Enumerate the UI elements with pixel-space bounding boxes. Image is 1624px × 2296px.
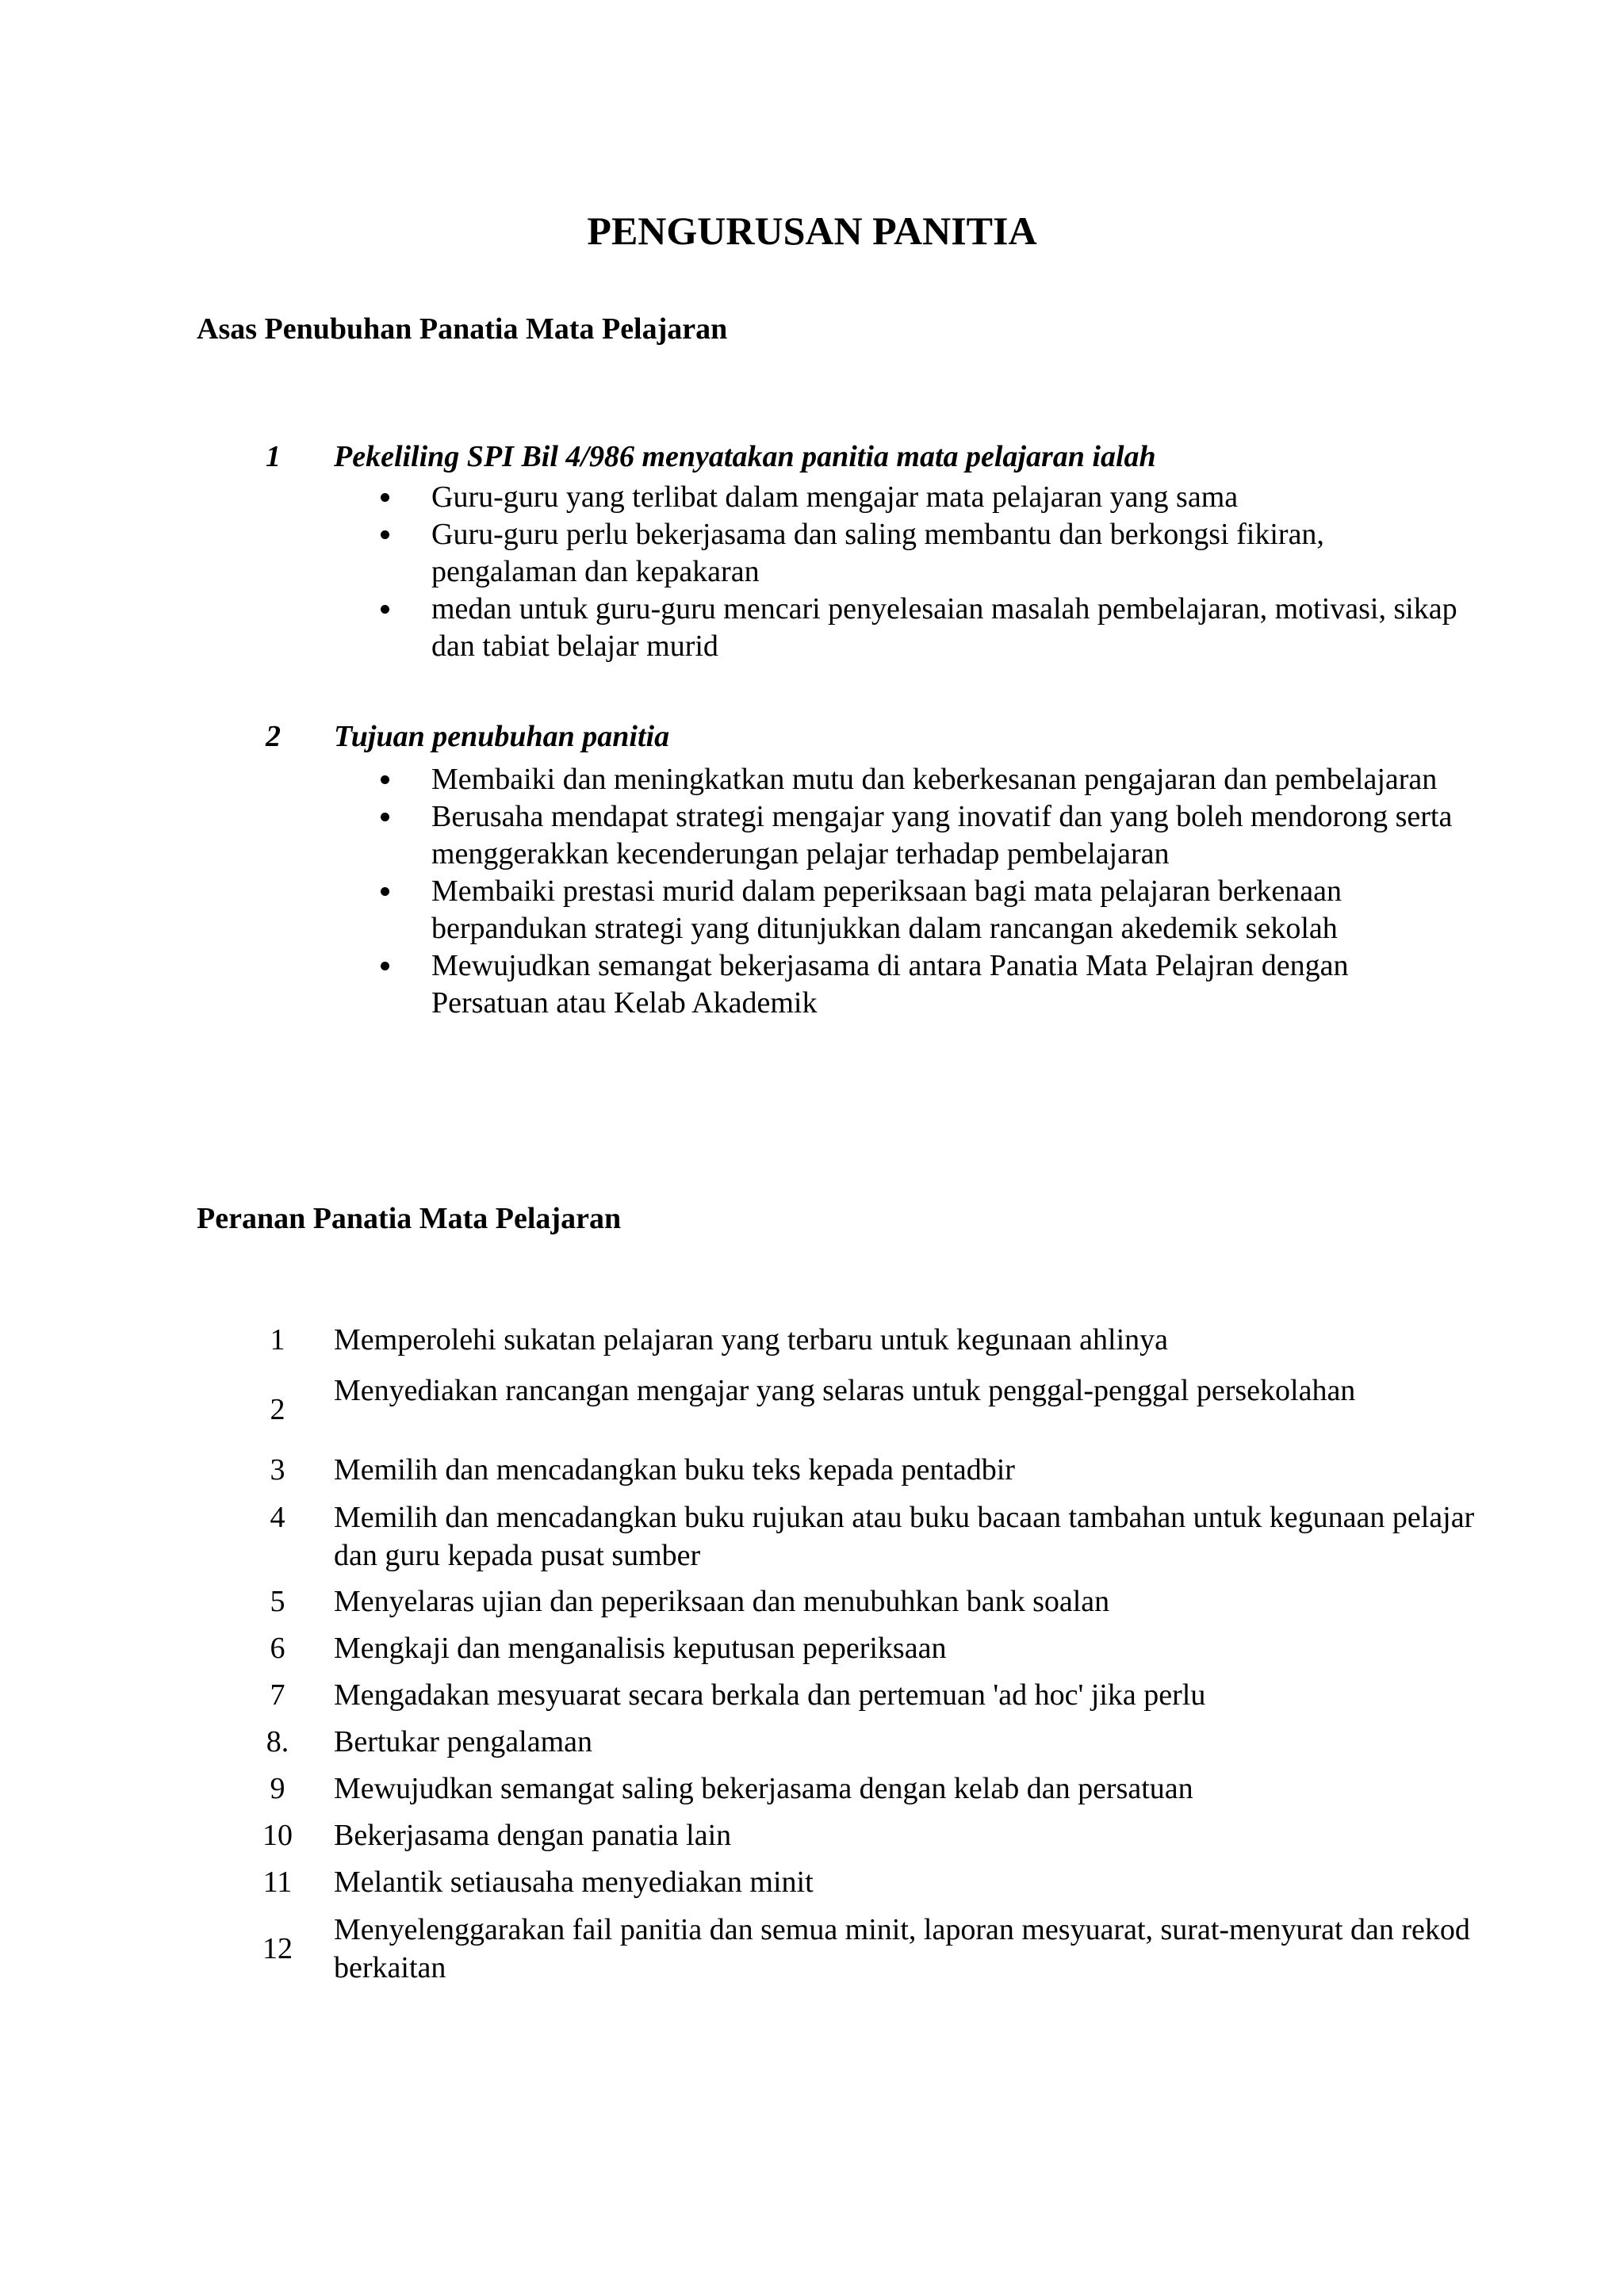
bullet-dot: [381, 605, 389, 614]
row-number: 6: [270, 1632, 285, 1665]
row-text: Memilih dan mencadangkan buku teks kepada pentadbir: [334, 1453, 1015, 1487]
row-text: Menyediakan rancangan mengajar yang selaras untuk penggal-penggal persekolahan: [334, 1374, 1356, 1407]
row-number: 1: [270, 1323, 285, 1357]
page-title: PENGURUSAN PANITIA: [587, 209, 1037, 253]
row-text: Mengkaji dan menganalisis keputusan peperiksaan: [334, 1632, 947, 1665]
list-item: [0, 479, 1624, 516]
row-number: 3: [270, 1453, 285, 1487]
list-item: [0, 591, 1624, 665]
section-heading-peranan: Peranan Panatia Mata Pelajaran: [197, 1202, 622, 1235]
row-number: 4: [270, 1501, 285, 1534]
list-item-text: Guru-guru perlu bekerjasama dan saling membantu dan berkongsi fikiran, pengalaman dan kepakaran: [431, 518, 1324, 588]
list-item-text: medan untuk guru-guru mencari penyelesaian masalah pembelajaran, motivasi, sikap dan tabiat belajar murid: [431, 592, 1457, 663]
list-item: [0, 516, 1624, 591]
list-item: [0, 761, 1624, 798]
row-number: 8.: [266, 1725, 289, 1758]
row-number: 9: [270, 1772, 285, 1805]
row-text: Bertukar pengalaman: [334, 1725, 593, 1758]
list-item-text: Guru-guru yang terlibat dalam mengajar mata pelajaran yang sama: [431, 480, 1239, 514]
item-heading: Tujuan penubuhan panitia: [334, 720, 670, 753]
row-text: Menyelaras ujian dan peperiksaan dan menubuhkan bank soalan: [334, 1585, 1110, 1618]
row-text: Melantik setiausaha menyediakan minit: [334, 1866, 814, 1899]
row-text: Memperolehi sukatan pelajaran yang terbaru untuk kegunaan ahlinya: [334, 1323, 1168, 1357]
row-text: Mewujudkan semangat saling bekerjasama dengan kelab dan persatuan: [334, 1772, 1193, 1805]
row-number: 10: [262, 1819, 293, 1852]
row-number: 2: [270, 1393, 285, 1426]
row-text: Mengadakan mesyuarat secara berkala dan pertemuan 'ad hoc' jika perlu: [334, 1678, 1206, 1712]
row-text: Memilih dan mencadangkan buku rujukan atau buku bacaan tambahan untuk kegunaan pelajar dan guru kepada pusat sumber: [334, 1501, 1475, 1572]
row-number: 7: [270, 1678, 285, 1712]
row-number: 5: [270, 1585, 285, 1618]
list-item-text: Mewujudkan semangat bekerjasama di antara Panatia Mata Pelajran dengan Persatuan atau Kelab Akademik: [431, 949, 1349, 1020]
list-item-text: Berusaha mendapat strategi mengajar yang inovatif dan yang boleh mendorong serta menggerakkan kecenderungan pelajar terhadap pembelajaran: [431, 800, 1453, 871]
row-text: Menyelenggarakan fail panitia dan semua minit, laporan mesyuarat, surat-menyurat dan rekod berkaitan: [334, 1913, 1470, 1984]
list-item: [0, 873, 1624, 947]
bullet-dot: [381, 962, 389, 970]
bullet-dot: [381, 887, 389, 896]
section-heading-asas: Asas Penubuhan Panatia Mata Pelajaran: [197, 312, 728, 346]
bullet-dot: [381, 493, 389, 502]
bullet-list: [0, 761, 1624, 1022]
item-number: 2: [266, 720, 281, 753]
row-number: 12: [262, 1932, 293, 1965]
list-item-text: Membaiki dan meningkatkan mutu dan keberkesanan pengajaran dan pembelajaran: [431, 763, 1438, 796]
bullet-list: [0, 479, 1624, 665]
list-item: [0, 798, 1624, 873]
list-item-text: Membaiki prestasi murid dalam peperiksaan bagi mata pelajaran berkenaan berpandukan strategi yang ditunjukkan dalam rancangan akedemik sekolah: [431, 874, 1342, 945]
bullet-dot: [381, 775, 389, 784]
list-item: [0, 947, 1624, 1022]
row-number: 11: [262, 1866, 293, 1899]
item-number: 1: [266, 440, 281, 473]
bullet-dot: [381, 813, 389, 821]
item-heading: Pekeliling SPI Bil 4/986 menyatakan panitia mata pelajaran ialah: [334, 440, 1156, 473]
row-text: Bekerjasama dengan panatia lain: [334, 1819, 732, 1852]
bullet-dot: [381, 530, 389, 539]
